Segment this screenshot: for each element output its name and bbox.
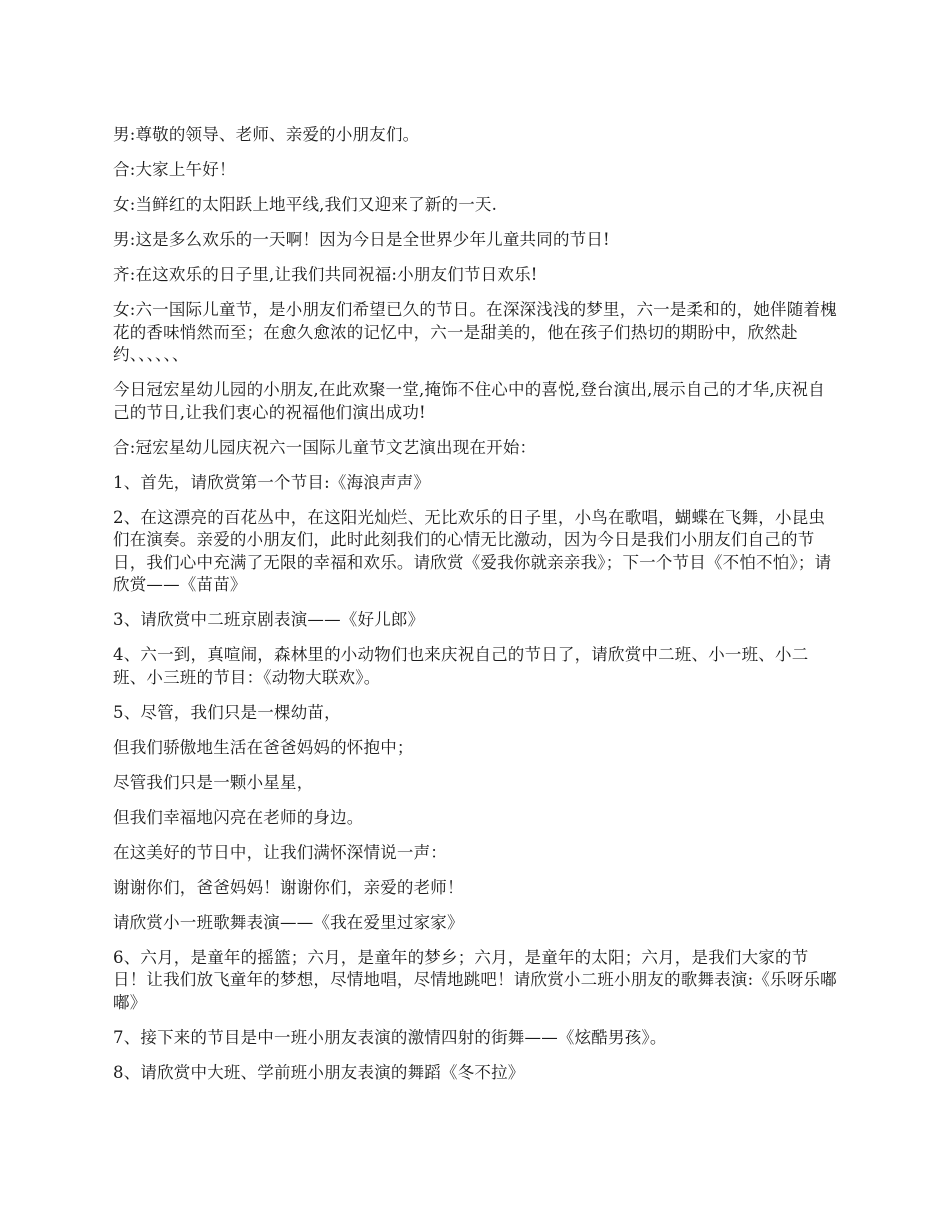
poem-line-thanks: 谢谢你们，爸爸妈妈！谢谢你们，亲爱的老师！ <box>113 877 464 897</box>
paragraph-show-start: 合:冠宏星幼儿园庆祝六一国际儿童节文艺演出现在开始： <box>113 437 537 457</box>
paragraph-female-childrens-day: 女:六一国际儿童节，是小朋友们希望已久的节日。在深深浅浅的梦里，六一是柔和的，她伴随着槐花的香味悄然而至；在愈久愈浓的记忆中，六一是甜美的，他在孩子们热切的期盼中，欣然赴约、、、、、、 <box>113 300 837 364</box>
program-item-3: 3、请欣赏中二班京剧表演——《好儿郎》 <box>113 610 425 629</box>
paragraph-female-sunrise: 女:当鲜红的太阳跃上地平线,我们又迎来了新的一天. <box>113 195 498 214</box>
paragraph-opening-male: 男:尊敬的领导、老师、亲爱的小朋友们。 <box>113 125 420 144</box>
paragraph-greeting-together: 合:大家上午好！ <box>113 160 236 179</box>
program-item-4: 4、六一到，真喧闹，森林里的小动物们也来庆祝自己的节日了，请欣赏中二班、小一班、小二班、小三班的节目：《动物大联欢》。 <box>113 645 809 687</box>
program-item-7: 7、接下来的节目是中一班小朋友表演的激情四射的街舞——《炫酷男孩》。 <box>113 1027 667 1047</box>
poem-line-parents: 但我们骄傲地生活在爸爸妈妈的怀抱中； <box>113 737 414 757</box>
document-body <box>113 124 841 1097</box>
poem-line-teacher: 但我们幸福地闪亮在老师的身边。 <box>113 807 364 827</box>
program-item-5: 5、尽管，我们只是一棵幼苗， <box>113 702 341 722</box>
paragraph-kindergarten-gathering: 今日冠宏星幼儿园的小朋友,在此欢聚一堂,掩饰不住心中的喜悦,登台演出,展示自己的才华,庆祝自己的节日,让我们衷心的祝福他们演出成功! <box>113 380 825 422</box>
program-item-6: 6、六月，是童年的摇篮；六月，是童年的梦乡；六月，是童年的太阳；六月，是我们大家的节日！让我们放飞童年的梦想，尽情地唱，尽情地跳吧！请欣赏小二班小朋友的歌舞表演:《乐呀乐嘟嘟》 <box>113 947 837 1012</box>
paragraph-male-happy-day: 男:这是多么欢乐的一天啊！因为今日是全世界少年儿童共同的节日! <box>113 230 610 249</box>
paragraph-all-blessing: 齐:在这欢乐的日子里,让我们共同祝福:小朋友们节日欢乐! <box>113 265 538 284</box>
poem-line-festival: 在这美好的节日中，让我们满怀深情说一声： <box>113 842 447 862</box>
program-item-8: 8、请欣赏中大班、学前班小朋友表演的舞蹈《冬不拉》 <box>113 1062 525 1082</box>
poem-line-little-star: 尽管我们只是一颗小星星， <box>113 772 314 792</box>
program-item-2: 2、在这漂亮的百花丛中，在这阳光灿烂、无比欢乐的日子里，小鸟在歌唱，蝴蝶在飞舞，小昆虫们在演奏。亲爱的小朋友们，此时此刻我们的心情无比激动，因为今日是我们小朋友们自己的节日，我们心中充满了无限的幸福和欢乐。请欣赏《爱我你就亲亲我》；下一个节目《不怕不怕》；请欣赏——《苗苗》 <box>113 507 832 594</box>
program-item-1: 1、首先，请欣赏第一个节目:《海浪声声》 <box>113 472 431 492</box>
program-item-5-performance: 请欣赏小一班歌舞表演——《我在爱里过家家》 <box>113 912 464 932</box>
